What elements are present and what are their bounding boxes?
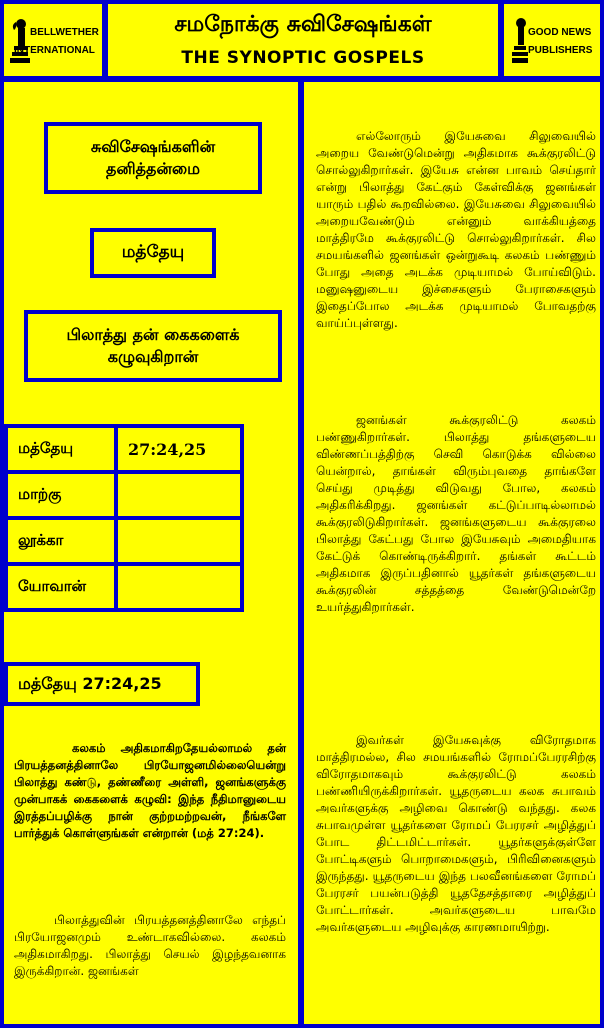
commentary-paragraph: எல்லோரும் இயேசுவை சிலுவையில் அறைய வேண்டுமென்று அதிகமாக கூக்குரலிட்டு சொல்லுகிறார்கள். இயேசு என்ன பாவம் செய்தார் என்று பிலாத்து கேட்கும் கேள்விக்கு ஜனங்கள் யாரும் பதில் கூறவில்லை. இயேசுவை சிலுவையில் அறையவேண்டும் என்னும் வாக்கியத்தை மாத்திரமே கூக்குரலிட்டு சொல்லுகிறார்கள். சில சமயங்களில் ஜனங்கள் ஒன்றுகூடி கலகம் பண்ணும் போது அதை அடக்க முடியாமல் போய்விடும். மனுஷனுடைய இச்சைகளும் பேராசைகளும் இதைப்போல அடக்க முடியாமல் போவதற்கு வாய்ப்புள்ளது. [316,129,596,330]
gospel-name-box: மத்தேயு [90,228,216,278]
commentary-paragraph: ஜனங்கள் கூக்குரலிட்டு கலகம் பண்ணுகிறார்கள். பிலாத்து தங்களுடைய விண்ணப்பத்திற்கு செவி கொடுக்க வில்லை யென்றால், தாங்கள் விரும்புவதை தாங்களே செய்து முடித்து விடுவது போல, கலகம் அதிகரிக்கிறது. ஜனங்கள் கட்டுப்பாடில்லாமல் கூக்குரலிடுகிறார்கள். ஜனங்களுடைய கூக்குரலை பிலாத்து கேட்பது போல இயேசுவும் அமைதியாக கேட்டுக் கொண்டிருக்கிறார். தங்கள் கூட்டம் அதிகமாக இருப்பதினால் யூதர்கள் தங்களுடைய கூக்குரலின் சத்தத்தை வேண்டுமென்றே உயர்த்துகிறார்கள். [316,413,596,614]
reference-row [4,470,244,520]
commentary-paragraph: இவர்கள் இயேசுவுக்கு விரோதமாக மாத்திரமல்ல, சில சமயங்களில் ரோமப்பேரரசிற்கு விரோதமாகவும் கூக்குரலிட்டு கலகம் பண்ணியிருக்கிறார்கள். யூதருடைய கலக சுபாவம் அவர்களுக்கு அழிவை கொண்டு வந்தது. கலக சுபாவமுள்ள யூதர்களை ரோமப் பேரரசர் அழித்துப் போட திட்டமிட்டார்கள். யூதர்களுக்குள்ளே போட்டிகளும் பொறாமைகளும், பிரிவினைகளும் இருந்தது. யூதருடைய இந்த பலவீனங்களை ரோமப் பேரரசர் பயன்படுத்தி யூததேசத்தாரை அழித்துப் போட்டார்கள். அவர்களுடைய பாவமே அவர்களுடைய அழிவுக்கு காரணமாயிற்று. [316,733,596,934]
reference-row [4,424,244,474]
bellwether-line1: BELLWETHER [30,27,99,38]
uniqueness-line2: தனித்தன்மை [106,159,200,178]
reference-verse [114,562,244,612]
reference-row [4,516,244,566]
good-news-line1: GOOD NEWS [528,27,592,38]
page-title-english: THE SYNOPTIC GOSPELS [181,48,425,68]
page-title-tamil: சமநோக்கு சுவிசேஷங்கள் [174,12,432,37]
uniqueness-line1: சுவிசேஷங்களின் [90,137,216,156]
uniqueness-heading [44,122,262,194]
reference-verse [114,470,244,520]
good-news-ram-icon [512,16,528,64]
event-line2: கழுவுகிறான் [107,347,199,366]
section-heading: மத்தேயு 27:24,25 [4,662,200,706]
reference-gospel: மத்தேயு [4,424,118,474]
page-header [0,0,604,80]
reference-gospel: மாற்கு [4,470,118,520]
left-column [0,78,302,1028]
reference-verse: 27:24,25 [114,424,244,474]
reference-row [4,562,244,612]
good-news-logo [500,0,604,80]
bellwether-logo [0,0,106,80]
title-block [104,0,502,80]
reference-gospel: லூக்கா [4,516,118,566]
scripture-quote-text: கலகம் அதிகமாகிறதேயல்லாமல் தன் பிரயத்தனத்தினாலே பிரயோஜனமில்லையென்று பிலாத்து கண்டு, தண்ணீரை அள்ளி, ஜனங்களுக்கு முன்பாகக் கைகளைக் கழுவி: இந்த நீதிமானுடைய இரத்தப்பழிக்கு நான் குற்றமற்றவன், நீங்களே பார்த்துக் கொள்ளுங்கள் என்றான் (மத் 27:24). [14,741,286,840]
right-column [300,78,604,1028]
scripture-quote [14,740,286,842]
reference-gospel: யோவான் [4,562,118,612]
event-line1: பிலாத்து தன் கைகளைக் [66,325,240,344]
commentary-paragraph: பிலாத்துவின் பிரயத்தனத்தினாலே எந்தப் பிரயோஜனமும் உண்டாகவில்லை. கலகம் அதிகமாகிறது. பிலாத்து செயல் இழந்தவனாக இருக்கிறான். ஜனங்கள் [14,913,286,978]
reference-verse [114,516,244,566]
event-title-box [24,310,282,382]
good-news-line2: PUBLISHERS [528,45,593,56]
bellwether-line2: INTERNATIONAL [14,45,95,56]
